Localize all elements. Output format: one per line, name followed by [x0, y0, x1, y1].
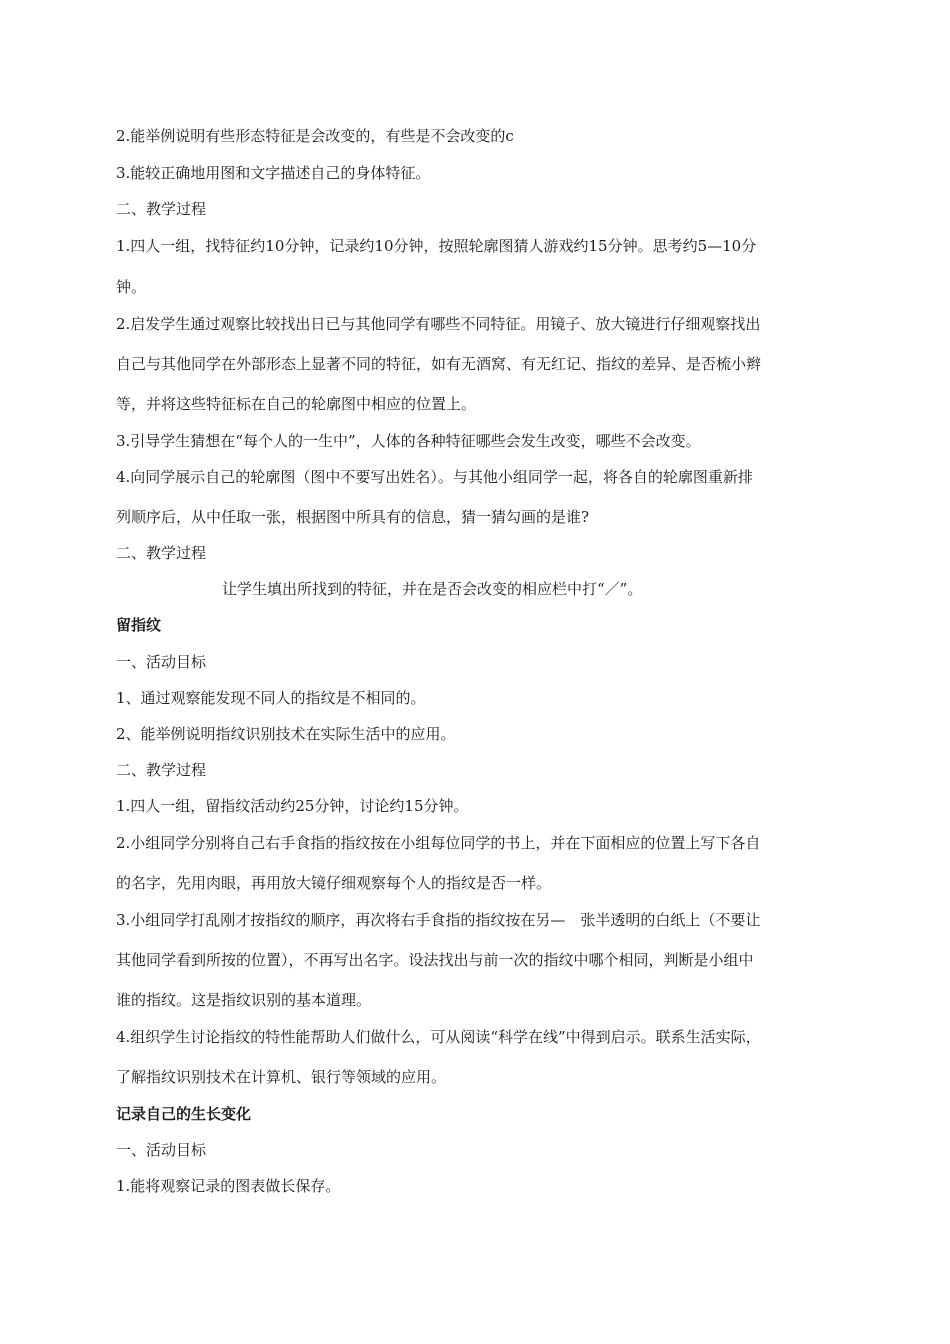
section-heading-objectives: 一、活动目标 [116, 1141, 207, 1159]
fingerprint-objective-1: 1、通过观察能发现不同人的指纹是不相同的。 [116, 689, 426, 707]
fingerprint-step-4: 4.组织学生讨论指纹的特性能帮助人们做什么，可从阅读“科学在线”中得到启示。联系生活实际， [116, 1028, 761, 1046]
fingerprint-objective-2: 2、能举例说明指纹识别技术在实际生活中的应用。 [116, 725, 456, 743]
fingerprint-step-2-cont: 的名字，先用肉眼，再用放大镜仔细观察每个人的指纹是否一样。 [116, 874, 552, 892]
process-step-4-cont: 列顺序后，从中任取一张，根据图中所具有的信息，猜一猜勾画的是谁? [116, 508, 590, 526]
section-heading-objectives: 一、活动目标 [116, 653, 207, 671]
fingerprint-step-3-cont: 谁的指纹。这是指纹识别的基本道理。 [116, 991, 372, 1009]
fingerprint-step-3: 3.小组同学打乱刚才按指纹的顺序，再次将右手食指的指纹按在另— 张半透明的白纸上（不要让 [116, 911, 761, 929]
activity-title-fingerprint: 留指纹 [116, 616, 162, 634]
process-step-2: 2.启发学生通过观察比较找出日已与其他同学有哪些不同特征。用镜子、放大镜进行仔细观察找出 [116, 315, 761, 333]
process-step-3: 3.引导学生猜想在“每个人的一生中”，人体的各种特征哪些会发生改变，哪些不会改变。 [116, 432, 701, 450]
fingerprint-step-4-cont: 了解指纹识别技术在计算机、银行等领域的应用。 [116, 1068, 447, 1086]
process-step-1: 1.四人一组，找特征约10分钟，记录约10分钟，按照轮廓图猜人游戏约15分钟。思考约5—10分 [116, 237, 757, 255]
section-heading-process: 二、教学过程 [116, 200, 207, 218]
process-step-4: 4.向同学展示自己的轮廓图（图中不要写出姓名）。与其他小组同学一起，将各自的轮廓图重新排 [116, 468, 753, 486]
section-heading-process: 二、教学过程 [116, 761, 207, 779]
growth-objective-1: 1.能将观察记录的图表做长保存。 [116, 1177, 341, 1195]
fingerprint-step-1: 1.四人一组，留指纹活动约25分钟，讨论约15分钟。 [116, 797, 469, 815]
process-step-2-cont: 等，并将这些特征标在自己的轮廓图中相应的位置上。 [116, 395, 477, 413]
section-heading-process: 二、教学过程 [116, 544, 207, 562]
process-step-1-cont: 钟。 [116, 278, 147, 296]
activity-title-growth: 记录自己的生长变化 [116, 1105, 252, 1123]
process-instruction: 让学生填出所找到的特征，并在是否会改变的相应栏中打“／”。 [222, 580, 643, 598]
process-step-2-cont: 自己与其他同学在外部形态上显著不同的特征，如有无酒窝、有无红记、指纹的差异、是否梳小辫 [116, 355, 762, 373]
fingerprint-step-2: 2.小组同学分别将自己右手食指的指纹按在小组每位同学的书上，并在下面相应的位置上写下各自 [116, 834, 761, 852]
objective-3: 3.能较正确地用图和文字描述自己的身体特征。 [116, 164, 431, 182]
fingerprint-step-3-cont: 其他同学看到所按的位置），不再写出名字。设法找出与前一次的指纹中哪个相同，判断是小组中 [116, 951, 754, 969]
objective-2: 2.能举例说明有些形态特征是会改变的，有些是不会改变的c [116, 127, 514, 145]
